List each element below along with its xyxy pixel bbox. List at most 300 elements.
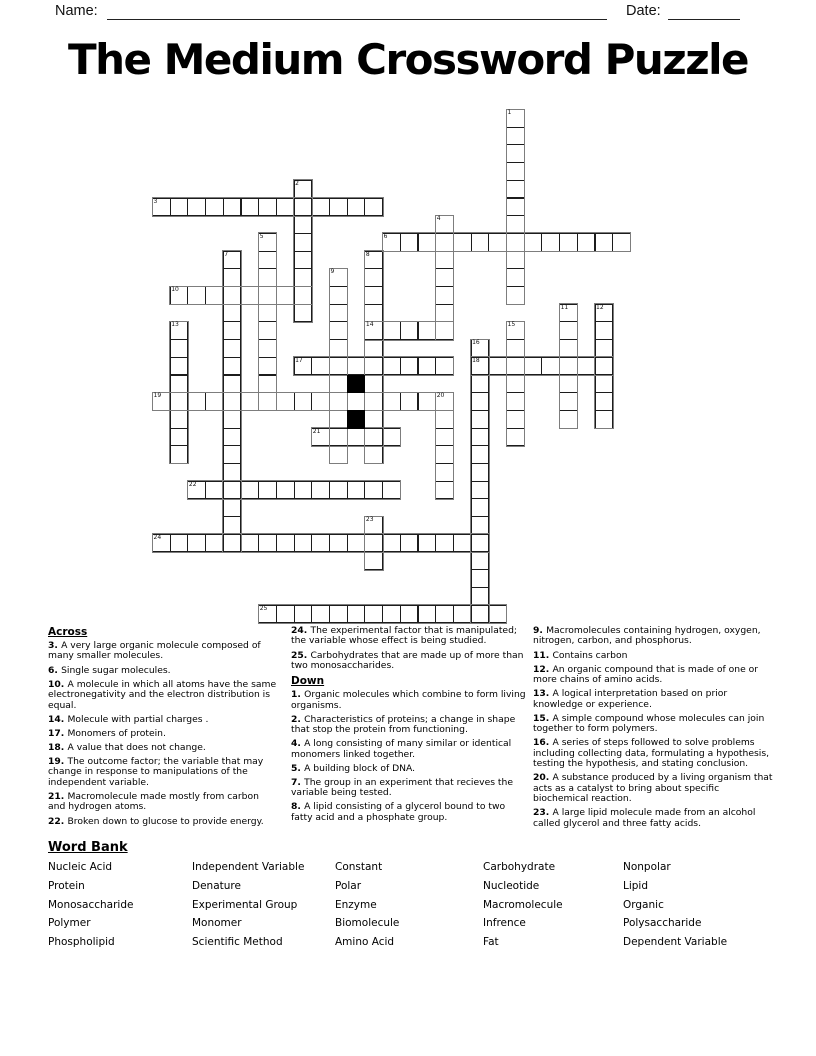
grid-cell-r5c9[interactable] xyxy=(311,198,330,217)
grid-cell-r19c10[interactable] xyxy=(329,445,348,464)
grid-cell-r7c25[interactable] xyxy=(595,233,614,252)
grid-cell-r16c23[interactable] xyxy=(559,392,578,411)
grid-cell-r21c13[interactable] xyxy=(382,481,401,500)
clue-number-9: 9. xyxy=(533,625,547,636)
grid-cell-r16c20[interactable] xyxy=(506,392,525,411)
grid-cell-r17c18[interactable] xyxy=(471,410,490,429)
grid-cell-r12c25[interactable] xyxy=(595,321,614,340)
grid-cell-r14c23[interactable] xyxy=(559,357,578,376)
grid-cell-r18c12[interactable] xyxy=(364,428,383,447)
clue-number-19: 19. xyxy=(48,755,68,767)
clue-number-7: 7. xyxy=(291,776,305,788)
clue-number-17: 17. xyxy=(48,727,68,739)
grid-cell-r21c3[interactable] xyxy=(205,481,224,500)
cell-number-14: 14 xyxy=(365,321,374,329)
grid-cell-r28c18[interactable] xyxy=(471,605,490,624)
across-heading: Across xyxy=(48,626,88,638)
clue-number-21: 21. xyxy=(48,790,68,802)
name-fill-line[interactable] xyxy=(107,2,607,20)
word-bank-item: Organic xyxy=(623,898,664,911)
grid-cell-r14c16[interactable] xyxy=(435,357,454,376)
grid-cell-r28c11[interactable] xyxy=(347,605,366,624)
grid-cell-r19c12[interactable] xyxy=(364,445,383,464)
clue-22: 22. Broken down to glucose to provide energy. xyxy=(48,815,264,827)
cell-number-1: 1 xyxy=(507,109,512,116)
grid-cell-r15c1[interactable] xyxy=(170,375,189,394)
grid-cell-r7c18[interactable] xyxy=(471,233,490,252)
grid-cell-r18c4[interactable] xyxy=(223,428,242,447)
clue-3: 3. A very large organic molecule composed of many smaller molecules. xyxy=(48,640,261,662)
grid-cell-r14c24[interactable] xyxy=(577,357,596,376)
grid-cell-r8c16[interactable] xyxy=(435,251,454,270)
cell-number-20: 20 xyxy=(436,392,445,400)
cell-number-16: 16 xyxy=(472,339,480,347)
grid-cell-r7c16[interactable] xyxy=(435,233,454,252)
grid-cell-r23c4[interactable] xyxy=(223,516,242,535)
cell-number-22: 22 xyxy=(188,480,197,488)
grid-cell-r24c8[interactable] xyxy=(294,534,313,553)
grid-cell-r12c15[interactable] xyxy=(418,321,437,340)
crossword-grid xyxy=(152,109,631,623)
word-bank-item: Lipid xyxy=(623,879,649,892)
grid-cell-r26c18[interactable] xyxy=(471,569,490,588)
clue-number-6: 6. xyxy=(48,664,62,676)
grid-cell-r18c13[interactable] xyxy=(382,428,401,447)
clue-number-4: 4. xyxy=(291,738,305,750)
grid-cell-r16c25[interactable] xyxy=(595,392,614,411)
word-bank-item: Amino Acid xyxy=(335,936,395,949)
grid-cell-r14c11[interactable] xyxy=(347,357,366,376)
grid-cell-r11c4[interactable] xyxy=(223,304,242,323)
grid-cell-r14c20[interactable] xyxy=(506,357,525,376)
word-bank-item: Fat xyxy=(483,936,499,949)
clue-column-right xyxy=(533,626,776,833)
clue-1: 1. Organic molecules which combine to form living organisms. xyxy=(291,689,526,711)
grid-cell-r15c23[interactable] xyxy=(559,375,578,394)
cell-number-9: 9 xyxy=(330,268,335,276)
grid-cell-r7c23[interactable] xyxy=(559,233,578,252)
word-bank-column-4 xyxy=(483,858,563,952)
clue-number-14: 14. xyxy=(48,713,68,725)
grid-cell-r13c23[interactable] xyxy=(559,339,578,358)
grid-cell-r16c18[interactable] xyxy=(471,392,490,411)
grid-cell-r9c16[interactable] xyxy=(435,268,454,287)
clue-11: 11. Contains carbon xyxy=(533,649,628,661)
grid-cell-r5c11[interactable] xyxy=(347,198,366,217)
grid-cell-r11c12[interactable] xyxy=(364,304,383,323)
grid-cell-r24c9[interactable] xyxy=(311,534,330,553)
word-bank-heading: Word Bank xyxy=(48,840,128,855)
grid-cell-r21c10[interactable] xyxy=(329,481,348,500)
grid-cell-r16c13[interactable] xyxy=(382,392,401,411)
grid-cell-r14c25[interactable] xyxy=(595,357,614,376)
grid-cell-r10c12[interactable] xyxy=(364,286,383,305)
grid-cell-r16c10[interactable] xyxy=(329,392,348,411)
grid-cell-r28c19[interactable] xyxy=(488,605,507,624)
grid-cell-r11c6[interactable] xyxy=(258,304,277,323)
grid-cell-r13c20[interactable] xyxy=(506,339,525,358)
clue-number-11: 11. xyxy=(533,649,553,661)
clue-23: 23. A large lipid molecule made from an alcohol called glycerol and three fatty acids. xyxy=(533,807,756,829)
clue-6: 6. Single sugar molecules. xyxy=(48,664,171,676)
grid-cell-r16c7[interactable] xyxy=(276,392,295,411)
grid-cell-r24c15[interactable] xyxy=(418,534,437,553)
grid-cell-r9c20[interactable] xyxy=(506,268,525,287)
word-bank-item: Biomolecule xyxy=(335,917,400,930)
grid-cell-r16c11[interactable] xyxy=(347,392,366,411)
word-bank-item: Monomer xyxy=(192,917,242,930)
word-bank-item: Nucleic Acid xyxy=(48,861,113,873)
grid-cell-r18c18[interactable] xyxy=(471,428,490,447)
grid-cell-r14c14[interactable] xyxy=(400,357,419,376)
grid-cell-r1c20[interactable] xyxy=(506,127,525,146)
clue-number-3: 3. xyxy=(48,640,62,651)
grid-cell-r11c16[interactable] xyxy=(435,304,454,323)
word-bank-item: Phospholipid xyxy=(48,936,115,949)
grid-cell-r22c4[interactable] xyxy=(223,498,242,517)
grid-cell-r14c10[interactable] xyxy=(329,357,348,376)
grid-cell-r20c16[interactable] xyxy=(435,463,454,482)
grid-cell-r15c18[interactable] xyxy=(471,375,490,394)
grid-cell-r17c16[interactable] xyxy=(435,410,454,429)
name-label: Name: xyxy=(55,3,98,19)
clue-10: 10. A molecule in which all atoms have the same electronegativity and the electron distribution is equal. xyxy=(48,678,277,711)
clue-column-left xyxy=(48,626,278,831)
word-bank-item: Constant xyxy=(335,861,383,873)
grid-cell-r10c4[interactable] xyxy=(223,286,242,305)
date-label: Date: xyxy=(626,3,661,19)
grid-cell-r13c6[interactable] xyxy=(258,339,277,358)
grid-cell-r8c6[interactable] xyxy=(258,251,277,270)
word-bank-item: Carbohydrate xyxy=(483,861,556,873)
grid-cell-r24c1[interactable] xyxy=(170,534,189,553)
grid-cell-r7c22[interactable] xyxy=(541,233,560,252)
word-bank-item: Dependent Variable xyxy=(623,936,728,949)
grid-cell-r24c10[interactable] xyxy=(329,534,348,553)
grid-cell-r5c20[interactable] xyxy=(506,198,525,217)
grid-cell-r28c16[interactable] xyxy=(435,605,454,624)
cell-number-8: 8 xyxy=(365,250,370,258)
grid-cell-r16c1[interactable] xyxy=(170,392,189,411)
grid-cell-r18c10[interactable] xyxy=(329,428,348,447)
grid-cell-r24c4[interactable] xyxy=(223,534,242,553)
grid-cell-r10c2[interactable] xyxy=(187,286,206,305)
grid-cell-r24c5[interactable] xyxy=(241,534,260,553)
grid-cell-r18c20[interactable] xyxy=(506,428,525,447)
grid-cell-r24c11[interactable] xyxy=(347,534,366,553)
word-bank-item: Nonpolar xyxy=(623,861,671,873)
grid-cell-r15c12[interactable] xyxy=(364,375,383,394)
grid-cell-r19c1[interactable] xyxy=(170,445,189,464)
grid-cell-r6c20[interactable] xyxy=(506,215,525,234)
grid-cell-r28c10[interactable] xyxy=(329,605,348,624)
grid-cell-r3c20[interactable] xyxy=(506,162,525,181)
grid-cell-r19c18[interactable] xyxy=(471,445,490,464)
grid-cell-r10c8[interactable] xyxy=(294,286,313,305)
grid-cell-r28c7[interactable] xyxy=(276,605,295,624)
clue-number-1: 1. xyxy=(291,689,305,701)
grid-cell-r18c11[interactable] xyxy=(347,428,366,447)
word-bank-column-5 xyxy=(623,858,727,952)
grid-cell-r24c14[interactable] xyxy=(400,534,419,553)
grid-cell-r17c1[interactable] xyxy=(170,410,189,429)
clue-number-13: 13. xyxy=(533,688,553,700)
grid-cell-r16c6[interactable] xyxy=(258,392,277,411)
clue-18: 18. A value that does not change. xyxy=(48,741,206,753)
grid-cell-r14c1[interactable] xyxy=(170,357,189,376)
grid-cell-r21c7[interactable] xyxy=(276,481,295,500)
grid-cell-r16c8[interactable] xyxy=(294,392,313,411)
grid-cell-r12c4[interactable] xyxy=(223,321,242,340)
grid-cell-r10c20[interactable] xyxy=(506,286,525,305)
grid-cell-r17c25[interactable] xyxy=(595,410,614,429)
clue-14: 14. Molecule with partial charges . xyxy=(48,713,209,725)
clue-number-24: 24. xyxy=(291,625,311,636)
cell-number-24: 24 xyxy=(153,533,162,541)
grid-cell-r16c5[interactable] xyxy=(241,392,260,411)
clue-17: 17. Monomers of protein. xyxy=(48,727,166,739)
grid-cell-r6c8[interactable] xyxy=(294,215,313,234)
grid-cell-r5c5[interactable] xyxy=(241,198,260,217)
grid-cell-r10c5[interactable] xyxy=(241,286,260,305)
grid-cell-r10c16[interactable] xyxy=(435,286,454,305)
grid-cell-r18c1[interactable] xyxy=(170,428,189,447)
grid-cell-r13c25[interactable] xyxy=(595,339,614,358)
word-bank-item: Scientific Method xyxy=(192,936,283,949)
grid-cell-r5c3[interactable] xyxy=(205,198,224,217)
grid-cell-r21c11[interactable] xyxy=(347,481,366,500)
grid-cell-r4c20[interactable] xyxy=(506,180,525,199)
date-fill-line[interactable] xyxy=(668,2,740,20)
grid-cell-r21c8[interactable] xyxy=(294,481,313,500)
grid-cell-r10c3[interactable] xyxy=(205,286,224,305)
grid-cell-r16c2[interactable] xyxy=(187,392,206,411)
grid-cell-r15c25[interactable] xyxy=(595,375,614,394)
grid-cell-r13c12[interactable] xyxy=(364,339,383,358)
clue-9: 9. Macromolecules containing hydrogen, oxygen, nitrogen, carbon, and phosphorus. xyxy=(533,625,761,647)
grid-cell-r21c16[interactable] xyxy=(435,481,454,500)
grid-cell-r24c3[interactable] xyxy=(205,534,224,553)
grid-cell-r28c12[interactable] xyxy=(364,605,383,624)
clue-number-23: 23. xyxy=(533,807,553,819)
word-bank-item: Infrence xyxy=(483,917,526,930)
grid-cell-r19c4[interactable] xyxy=(223,445,242,464)
clue-7: 7. The group in an experiment that recieves the variable being tested. xyxy=(291,776,514,799)
grid-cell-r25c18[interactable] xyxy=(471,552,490,571)
cell-number-2: 2 xyxy=(295,179,299,187)
grid-cell-r7c15[interactable] xyxy=(418,233,437,252)
grid-cell-r5c12[interactable] xyxy=(364,198,383,217)
grid-cell-r10c10[interactable] xyxy=(329,286,348,305)
grid-cell-r17c23[interactable] xyxy=(559,410,578,429)
cell-number-4: 4 xyxy=(436,215,441,223)
page-title: The Medium Crossword Puzzle xyxy=(67,35,749,84)
grid-cell-r14c6[interactable] xyxy=(258,357,277,376)
grid-cell-r7c26[interactable] xyxy=(612,233,631,252)
grid-cell-r16c4[interactable] xyxy=(223,392,242,411)
grid-cell-r24c13[interactable] xyxy=(382,534,401,553)
clue-16: 16. A series of steps followed to solve problems including collecting data, formulating a hypothesis, testing the hypothesis, and stating conclusion. xyxy=(533,737,770,770)
grid-cell-r24c17[interactable] xyxy=(453,534,472,553)
grid-cell-r21c5[interactable] xyxy=(241,481,260,500)
grid-cell-r20c18[interactable] xyxy=(471,463,490,482)
clue-number-18: 18. xyxy=(48,741,68,753)
cell-number-17: 17 xyxy=(295,356,303,364)
cell-number-7: 7 xyxy=(224,250,229,258)
cell-number-3: 3 xyxy=(153,197,158,205)
grid-cell-r16c15[interactable] xyxy=(418,392,437,411)
grid-cell-r21c12[interactable] xyxy=(364,481,383,500)
grid-cell-r24c18[interactable] xyxy=(471,534,490,553)
grid-cell-r12c6[interactable] xyxy=(258,321,277,340)
grid-cell-r16c12[interactable] xyxy=(364,392,383,411)
grid-cell-r5c10[interactable] xyxy=(329,198,348,217)
grid-cell-r7c19[interactable] xyxy=(488,233,507,252)
grid-cell-r24c6[interactable] xyxy=(258,534,277,553)
clue-number-8: 8. xyxy=(291,801,305,813)
grid-cell-r28c8[interactable] xyxy=(294,605,313,624)
grid-cell-r20c4[interactable] xyxy=(223,463,242,482)
grid-cell-r7c21[interactable] xyxy=(524,233,543,252)
grid-cell-r5c2[interactable] xyxy=(187,198,206,217)
grid-cell-r9c6[interactable] xyxy=(258,268,277,287)
grid-cell-r21c6[interactable] xyxy=(258,481,277,500)
grid-cell-r25c12[interactable] xyxy=(364,552,383,571)
clue-12: 12. An organic compound that is made of one or more chains of amino acids. xyxy=(533,663,759,686)
clue-15: 15. A simple compound whose molecules can join together to form polymers. xyxy=(533,712,765,735)
clue-5: 5. A building block of DNA. xyxy=(291,762,416,774)
grid-cell-r7c8[interactable] xyxy=(294,233,313,252)
grid-cell-r15c4[interactable] xyxy=(223,375,242,394)
grid-cell-r21c4[interactable] xyxy=(223,481,242,500)
grid-cell-r21c18[interactable] xyxy=(471,481,490,500)
grid-cell-r8c8[interactable] xyxy=(294,251,313,270)
word-bank-item: Protein xyxy=(48,879,85,892)
grid-cell-r28c14[interactable] xyxy=(400,605,419,624)
grid-cell-r24c12[interactable] xyxy=(364,534,383,553)
grid-cell-r14c22[interactable] xyxy=(541,357,560,376)
clue-21: 21. Macromolecule made mostly from carbon and hydrogen atoms. xyxy=(48,790,259,813)
clue-number-16: 16. xyxy=(533,737,553,749)
grid-cell-r14c13[interactable] xyxy=(382,357,401,376)
word-bank-column-3 xyxy=(335,858,399,952)
grid-cell-r22c18[interactable] xyxy=(471,498,490,517)
grid-cell-r8c20[interactable] xyxy=(506,251,525,270)
grid-cell-r16c3[interactable] xyxy=(205,392,224,411)
cell-number-13: 13 xyxy=(171,321,179,329)
grid-cell-r7c14[interactable] xyxy=(400,233,419,252)
grid-cell-r17c4[interactable] xyxy=(223,410,242,429)
word-bank-item: Independent Variable xyxy=(192,861,305,873)
grid-cell-r27c18[interactable] xyxy=(471,587,490,606)
cell-number-18: 18 xyxy=(472,356,480,364)
clue-4: 4. A long consisting of many similar or identical monomers linked together. xyxy=(291,738,512,760)
grid-cell-r7c17[interactable] xyxy=(453,233,472,252)
clue-number-25: 25. xyxy=(291,649,311,661)
grid-cell-r24c2[interactable] xyxy=(187,534,206,553)
grid-cell-r17c12[interactable] xyxy=(364,410,383,429)
clue-number-5: 5. xyxy=(291,762,305,774)
grid-cell-r23c18[interactable] xyxy=(471,516,490,535)
grid-cell-r5c1[interactable] xyxy=(170,198,189,217)
cell-number-23: 23 xyxy=(365,516,374,524)
grid-cell-r14c9[interactable] xyxy=(311,357,330,376)
grid-cell-r2c20[interactable] xyxy=(506,144,525,163)
grid-cell-r28c13[interactable] xyxy=(382,605,401,624)
clue-8: 8. A lipid consisting of a glycerol bound to two fatty acid and a phosphate group. xyxy=(291,801,506,823)
grid-cell-r12c13[interactable] xyxy=(382,321,401,340)
grid-cell-r9c12[interactable] xyxy=(364,268,383,287)
clue-number-20: 20. xyxy=(533,772,553,784)
grid-cell-r28c17[interactable] xyxy=(453,605,472,624)
grid-cell-r11c8[interactable] xyxy=(294,304,313,323)
grid-cell-r16c14[interactable] xyxy=(400,392,419,411)
grid-cell-r10c7[interactable] xyxy=(276,286,295,305)
grid-cell-r5c8[interactable] xyxy=(294,198,313,217)
grid-cell-r12c23[interactable] xyxy=(559,321,578,340)
grid-cell-r14c15[interactable] xyxy=(418,357,437,376)
grid-cell-r9c4[interactable] xyxy=(223,268,242,287)
grid-cell-r12c10[interactable] xyxy=(329,321,348,340)
grid-cell-r11c10[interactable] xyxy=(329,304,348,323)
grid-cell-r5c4[interactable] xyxy=(223,198,242,217)
grid-cell-r28c9[interactable] xyxy=(311,605,330,624)
clue-20: 20. A substance produced by a living organism that acts as a catalyst to bring about specific biochemical reaction. xyxy=(533,772,773,805)
grid-cell-r13c10[interactable] xyxy=(329,339,348,358)
grid-cell-r24c7[interactable] xyxy=(276,534,295,553)
grid-cell-r7c24[interactable] xyxy=(577,233,596,252)
grid-cell-r5c6[interactable] xyxy=(258,198,277,217)
grid-cell-r15c20[interactable] xyxy=(506,375,525,394)
grid-cell-r21c9[interactable] xyxy=(311,481,330,500)
cell-number-10: 10 xyxy=(171,286,179,293)
grid-cell-r16c9[interactable] xyxy=(311,392,330,411)
grid-cell-r17c20[interactable] xyxy=(506,410,525,429)
word-bank-item: Polar xyxy=(335,879,362,892)
clue-number-10: 10. xyxy=(48,678,68,690)
grid-cell-r7c20[interactable] xyxy=(506,233,525,252)
word-bank-column-1 xyxy=(48,858,133,952)
grid-cell-r24c16[interactable] xyxy=(435,534,454,553)
cell-number-19: 19 xyxy=(153,392,162,400)
grid-cell-r14c19[interactable] xyxy=(488,357,507,376)
grid-cell-r18c16[interactable] xyxy=(435,428,454,447)
black-cell-r15c11 xyxy=(347,375,366,394)
grid-cell-r15c10[interactable] xyxy=(329,375,348,394)
grid-cell-r12c16[interactable] xyxy=(435,321,454,340)
cell-number-25: 25 xyxy=(259,604,268,612)
clue-number-15: 15. xyxy=(533,712,553,724)
clue-25: 25. Carbohydrates that are made up of more than two monosaccharides. xyxy=(291,649,524,672)
grid-cell-r5c7[interactable] xyxy=(276,198,295,217)
grid-cell-r14c21[interactable] xyxy=(524,357,543,376)
grid-cell-r9c8[interactable] xyxy=(294,268,313,287)
grid-cell-r12c14[interactable] xyxy=(400,321,419,340)
grid-cell-r15c6[interactable] xyxy=(258,375,277,394)
grid-cell-r13c4[interactable] xyxy=(223,339,242,358)
grid-cell-r19c16[interactable] xyxy=(435,445,454,464)
clue-2: 2. Characteristics of proteins; a change in shape that stop the protein from functioning. xyxy=(291,713,516,736)
grid-cell-r14c4[interactable] xyxy=(223,357,242,376)
grid-cell-r14c12[interactable] xyxy=(364,357,383,376)
grid-cell-r17c10[interactable] xyxy=(329,410,348,429)
down-heading: Down xyxy=(291,675,325,688)
clue-19: 19. The outcome factor; the variable that may change in response to manipulations of the independent variable. xyxy=(48,755,264,788)
grid-cell-r28c15[interactable] xyxy=(418,605,437,624)
grid-cell-r10c6[interactable] xyxy=(258,286,277,305)
grid-cell-r13c1[interactable] xyxy=(170,339,189,358)
word-bank-item: Nucleotide xyxy=(483,879,540,892)
